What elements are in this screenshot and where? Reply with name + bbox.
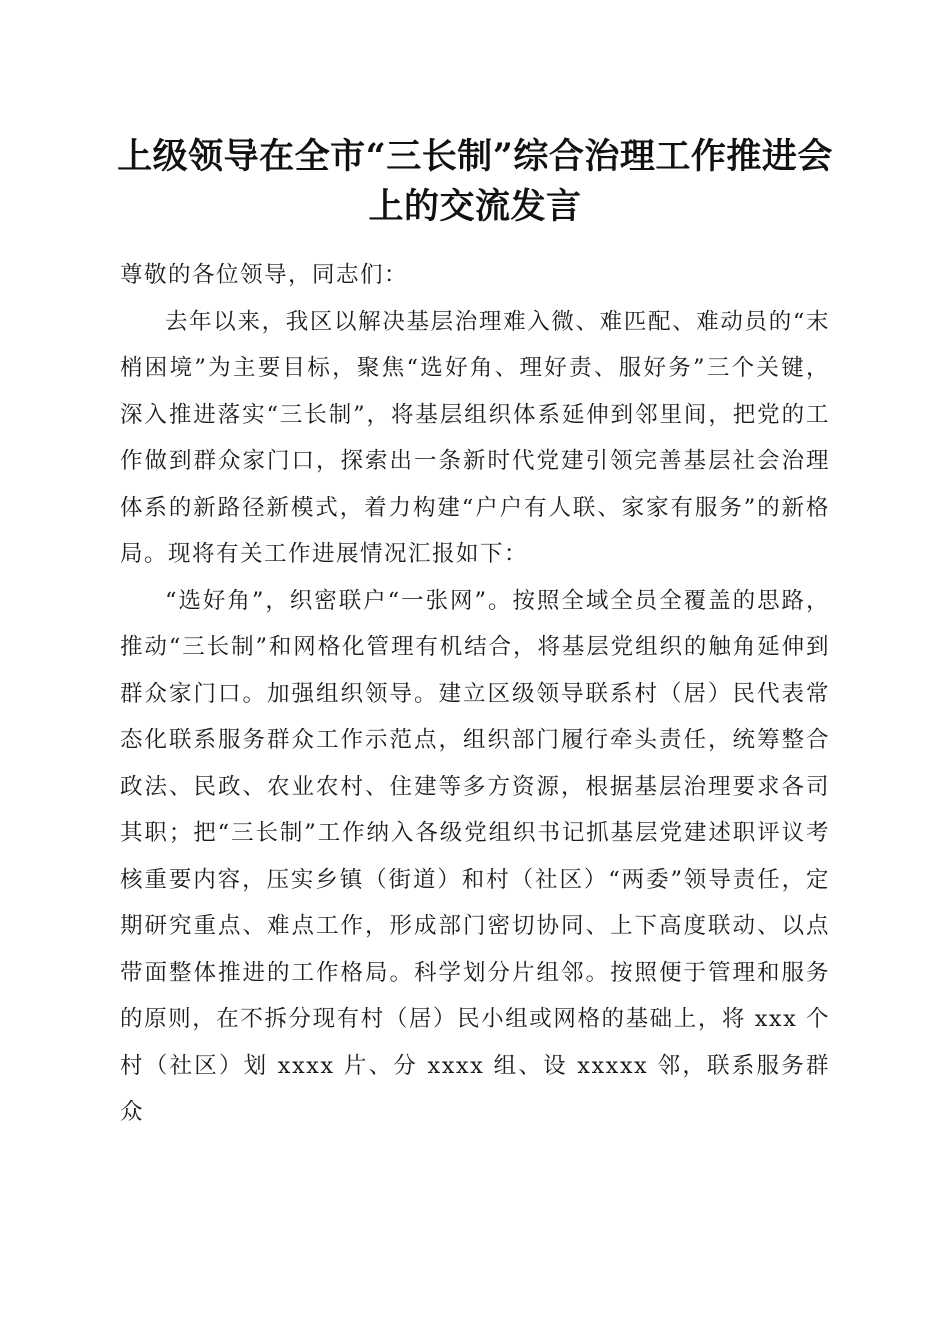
salutation: 尊敬的各位领导，同志们： — [120, 262, 409, 288]
document-title: 上级领导在全市“三长制”综合治理工作推进会上的交流发言 — [117, 136, 833, 227]
paragraph-intro: 去年以来，我区以解决基层治理难入微、难匹配、难动员的“末梢困境”为主要目标，聚焦“选好角、理好责、服好务”三个关键，深入推进落实“三长制”，将基层组织体系延伸到邻里间，把党的工作做到群众家门口，探索出一条新时代党建引领完善基层社会治理体系的新路径新模式，着力构建“户户有人联、家家有服务”的新格局。现将有关工作进展情况汇报如下： — [120, 308, 830, 567]
document-body — [120, 252, 830, 1136]
paragraph-section-1: “选好角”，织密联户“一张网”。按照全域全员全覆盖的思路，推动“三长制”和网格化管理有机结合，将基层党组织的触角延伸到群众家门口。加强组织领导。建立区级领导联系村（居）民代表常态化联系服务群众工作示范点，组织部门履行牵头责任，统筹整合政法、民政、农业农村、住建等多方资源，根据基层治理要求各司其职；把“三长制”工作纳入各级党组织书记抓基层党建述职评议考核重要内容，压实乡镇（街道）和村（社区）“两委”领导责任，定期研究重点、难点工作，形成部门密切协同、上下高度联动、以点带面整体推进的工作格局。科学划分片组邻。按照便于管理和服务的原则，在不拆分现有村（居）民小组或网格的基础上，将 xxx 个村（社区）划 xxxx 片、分 xxxx 组、设 xxxxx 邻，联系服务群众 — [120, 587, 830, 1125]
